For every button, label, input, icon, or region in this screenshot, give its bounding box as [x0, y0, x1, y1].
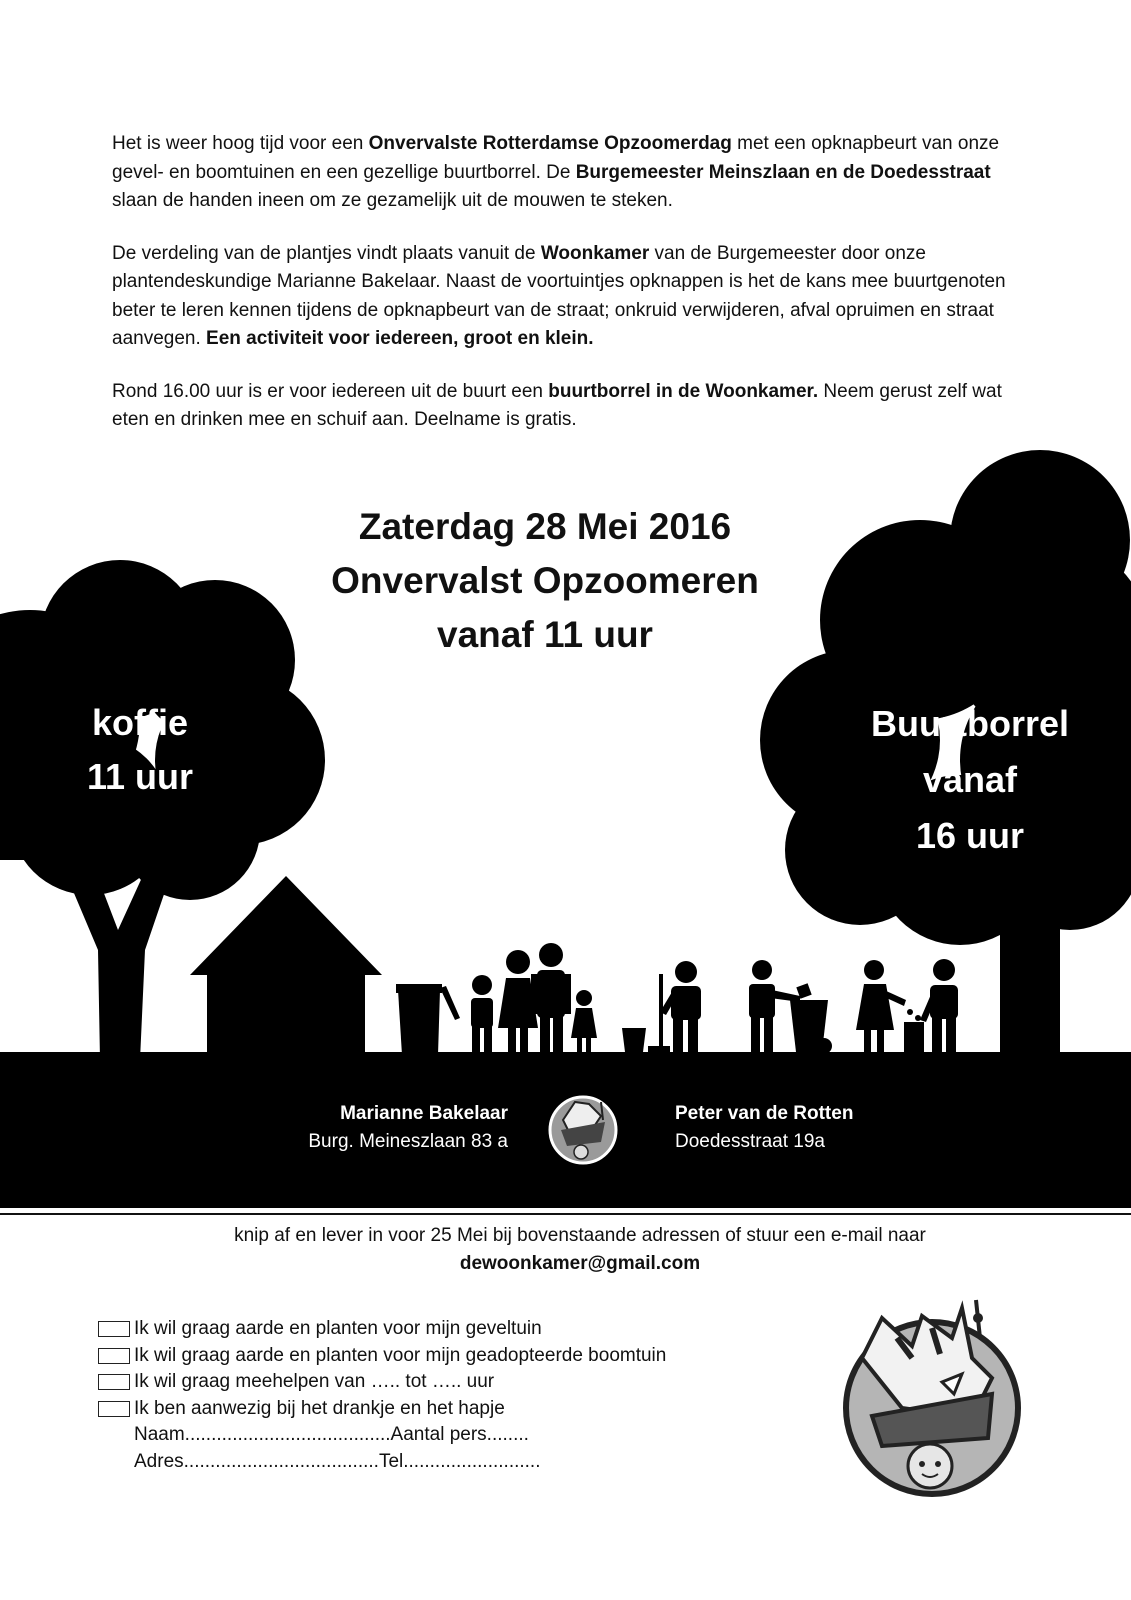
coffee-label: koffie 11 uur — [86, 702, 194, 797]
broom-man-figure — [920, 959, 958, 1056]
event-headline — [240, 500, 850, 662]
contact-right — [675, 1100, 975, 1156]
email-link[interactable]: dewoonkamer@gmail.com — [459, 1253, 701, 1274]
contact-left-address: Burg. Meineszlaan 83 a — [308, 1131, 508, 1152]
logo-badge-large — [842, 1298, 1022, 1508]
cut-note — [100, 1222, 1060, 1278]
intro-paragraph-3: Rond 16.00 uur is er voor iedereen uit de buurt een buurtborrel in de Woonkamer. Neem gerust zelf wat eten en drinken mee en schuif aan. Deelname is gratis. — [112, 380, 1002, 430]
intro-paragraph-1: Het is weer hoog tijd voor een Onvervalste Rotterdamse Opzoomerdag met een opknapbeurt van onze gevel- en boomtuinen en een gezellige buurtborrel. De Burgemeester Meinszlaan en de Doedesstraat slaan de handen ineen om ze gezamelijk uit de mouwen te steken. — [112, 133, 1000, 211]
checkbox[interactable] — [98, 1374, 130, 1390]
option-aanwezig[interactable]: Ik ben aanwezig bij het drankje en het hapje — [98, 1396, 818, 1423]
checkbox[interactable] — [98, 1348, 130, 1364]
option-meehelpen[interactable]: Ik wil graag meehelpen van ….. tot ….. uur — [98, 1369, 818, 1396]
sweeper-figure — [622, 961, 701, 1056]
house-illustration — [190, 876, 382, 1060]
intro-text — [112, 130, 1032, 459]
logo-badge-small — [550, 1097, 616, 1163]
event-name: Onvervalste Rotterdamse Opzoomerdag — [368, 133, 732, 154]
contact-left-name: Marianne Bakelaar — [340, 1103, 508, 1124]
checkbox[interactable] — [98, 1401, 130, 1417]
buurtborrel-label: Buurtborrel vanaf 16 uur — [871, 703, 1069, 856]
streets-name: Burgemeester Meinszlaan en de Doedesstraat — [575, 161, 991, 183]
cut-note-text: knip af en lever in voor 25 Mei bij bovenstaande adressen of stuur een e-mail naar — [234, 1225, 926, 1246]
event-start-time: vanaf 11 uur — [437, 614, 653, 655]
option-boomtuin[interactable]: Ik wil graag aarde en planten voor mijn geadopteerde boomtuin — [98, 1343, 818, 1370]
option-geveltuin[interactable]: Ik wil graag aarde en planten voor mijn geveltuin — [98, 1316, 818, 1343]
intro-paragraph-2: De verdeling van de plantjes vindt plaats vanuit de Woonkamer van de Burgemeester door onze plantendeskundige Marianne Bakelaar. Naast de voortuintjes opknappen is het de kans mee buurtgenoten beter te leren kennen tijdens de opknapbeurt van de straat; onkruid verwijderen, afval opruimen en straat aanvegen. Een activiteit voor iedereen, groot en klein. — [112, 242, 1006, 349]
signup-form — [98, 1316, 818, 1475]
activity-tagline: Een activiteit voor iedereen, groot en klein. — [206, 328, 594, 349]
naam-field[interactable]: Naam.......................................Aantal pers........ — [134, 1424, 529, 1445]
adres-field[interactable]: Adres.....................................Tel.......................... — [134, 1450, 541, 1472]
worker-container-figure — [749, 960, 832, 1056]
waste-bin-illustration — [396, 984, 460, 1055]
contact-right-name: Peter van de Rotten — [675, 1103, 854, 1124]
contact-right-address: Doedesstraat 19a — [675, 1131, 825, 1152]
event-date: Zaterdag 28 Mei 2016 — [358, 506, 732, 547]
checkbox[interactable] — [98, 1321, 130, 1337]
event-title: Onvervalst Opzoomeren — [331, 560, 759, 601]
woonkamer-name: Woonkamer — [540, 242, 650, 264]
woman-litter-figure — [856, 960, 924, 1056]
contact-left — [250, 1100, 508, 1156]
buurtborrel-name: buurtborrel in de Woonkamer. — [548, 380, 819, 402]
family-figures — [471, 943, 597, 1056]
